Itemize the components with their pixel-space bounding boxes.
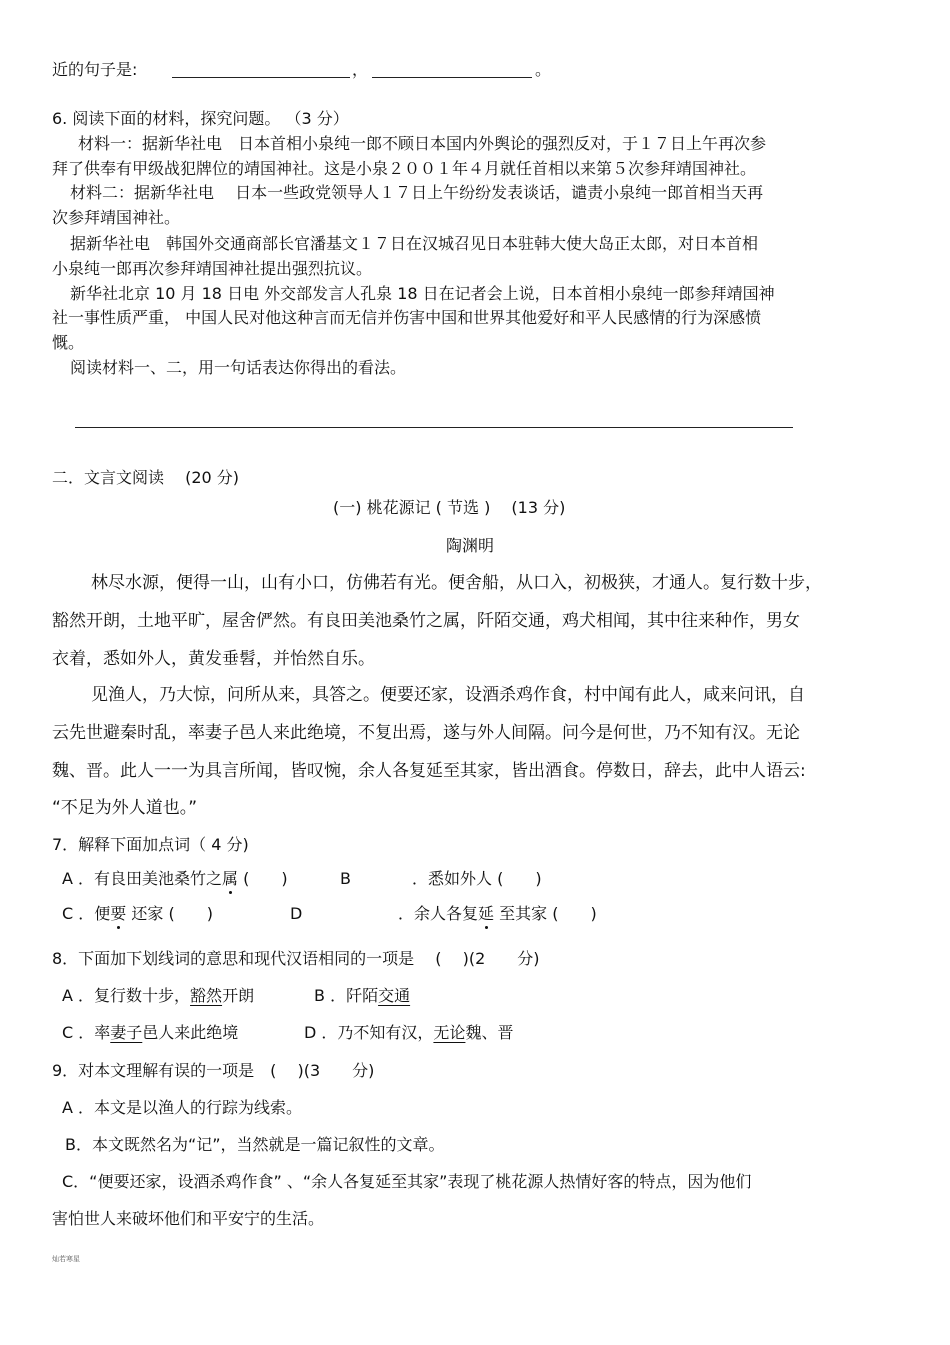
q7-option-d-dotted-word: 延 [478, 904, 495, 923]
q5-answer-blank-2[interactable] [372, 77, 532, 78]
q9-option-c-line-1[interactable]: C．“便要还家，设酒杀鸡作食” 、“余人各复延至其家”表现了桃花源人热情好客的特点，因为他们 [62, 1172, 752, 1191]
q6-answer-line[interactable] [75, 427, 793, 428]
q7-option-d-blank[interactable]: 至其家 ( ) [494, 904, 597, 923]
q7-option-c-dotted-word: 要 [110, 904, 127, 923]
q5-tail-comma: ， [352, 60, 369, 79]
q8-option-b-text: B ．阡陌 [314, 986, 379, 1005]
q7-option-a-blank[interactable]: ( ) [238, 869, 288, 888]
q6-prompt: 阅读材料一、二，用一句话表达你得出的看法。 [70, 358, 407, 377]
q5-tail-end: 。 [535, 60, 552, 79]
q6-material-1-line-1: 材料一：据新华社电 日本首相小泉纯一郎不顾日本国内外舆论的强烈反对，于１７日上午再次参 [78, 134, 767, 153]
q6-material-4-line-3: 慨。 [52, 333, 85, 352]
q9-title: 9．对本文理解有误的一项是 ( )(3 分) [52, 1061, 375, 1080]
q7-option-a-text: A ．有良田美池桑竹之 [62, 869, 223, 888]
q8-option-a-underlined-word: 豁然 [190, 986, 223, 1005]
q7-option-b-text: ．悉如外人 [412, 869, 493, 888]
page-footer-text: 灿若寒星 [52, 1255, 80, 1263]
q8-option-a-text-end: 开朗 [222, 986, 255, 1005]
q7-option-c [62, 906, 213, 922]
q8-option-c-text-end: 邑人来此绝境 [142, 1023, 239, 1042]
q6-material-4-line-1: 新华社北京 10 月 18 日电 外交部发言人孔泉 18 日在记者会上说，日本首相小泉纯一郎参拜靖国神 [70, 284, 775, 303]
q8-option-b[interactable] [314, 988, 410, 1004]
q6-material-3-line-1: 据新华社电 韩国外交通商部长官潘基文１７日在汉城召见日本驻韩大使大岛正太郎，对日本首相 [70, 234, 759, 253]
q8-option-a[interactable] [62, 988, 254, 1004]
q6-material-2-line-2: 次参拜靖国神社。 [52, 208, 181, 227]
q8-option-d-underlined-word: 无论 [433, 1023, 466, 1042]
q9-option-a[interactable]: A ．本文是以渔人的行踪为线索。 [62, 1098, 303, 1117]
q7-option-b-label: B [340, 869, 351, 888]
passage-p2-line-3: 魏、晋。此人一一为具言所闻，皆叹惋，余人各复延至其家，皆出酒食。停数日，辞去，此中人语云: [52, 761, 806, 781]
q7-option-a [62, 871, 288, 887]
q8-option-a-text: A ．复行数十步， [62, 986, 191, 1005]
q6-material-2-line-1: 材料二：据新华社电 日本一些政党领导人１７日上午纷纷发表谈话，谴责小泉纯一郎首相当天再 [70, 183, 764, 202]
q7-option-d-label: D [290, 904, 303, 923]
passage-p2-line-4: “不足为外人道也。” [52, 798, 198, 818]
q7-option-b-blank[interactable]: ( ) [492, 869, 542, 888]
q7-option-c-text: C ．便 [62, 904, 111, 923]
q6-material-3-line-2: 小泉纯一郎再次参拜靖国神社提出强烈抗议。 [52, 259, 373, 278]
passage-p2-line-1: 见渔人，乃大惊，问所从来，具答之。便要还家，设酒杀鸡作食，村中闻有此人，咸来问讯，自 [91, 685, 805, 705]
passage-p1-line-3: 衣着，悉如外人，黄发垂髫，并怡然自乐。 [52, 649, 375, 669]
q9-option-b[interactable]: B．本文既然名为“记”，当然就是一篇记叙性的文章。 [65, 1135, 445, 1154]
q7-option-b [412, 871, 542, 887]
q5-tail-prefix: 近的句子是: [52, 60, 138, 79]
q8-option-c-text: C ．率 [62, 1023, 111, 1042]
q8-option-d[interactable] [304, 1025, 513, 1041]
q7-option-d [398, 906, 597, 922]
passage-p2-line-2: 云先世避秦时乱，率妻子邑人来此绝境，不复出焉，遂与外人间隔。问今是何世，乃不知有汉。无论 [52, 723, 800, 743]
q7-option-a-dotted-word: 属 [222, 869, 239, 888]
q7-option-d-text: ．余人各复 [398, 904, 479, 923]
q8-option-c-underlined-word: 妻子 [110, 1023, 143, 1042]
passage-author: 陶渊明 [446, 536, 495, 555]
passage-p1-line-2: 豁然开朗，土地平旷，屋舍俨然。有良田美池桑竹之属，阡陌交通，鸡犬相闻，其中往来种作，男女 [52, 611, 800, 631]
q7-title: 7．解释下面加点词（ 4 分) [52, 835, 249, 854]
q6-material-1-line-2: 拜了供奉有甲级战犯牌位的靖国神社。这是小泉２００１年４月就任首相以来第５次参拜靖国神社。 [52, 159, 757, 178]
q8-title: 8．下面加下划线词的意思和现代汉语相同的一项是 ( )(2 分) [52, 949, 540, 968]
section-2-heading: 二．文言文阅读 (20 分) [52, 468, 240, 487]
q6-title: 6. 阅读下面的材料，探究问题。 （3 分） [52, 109, 349, 128]
q7-option-c-blank[interactable]: 还家 ( ) [126, 904, 213, 923]
q8-option-d-text-end: 魏、晋 [465, 1023, 514, 1042]
q8-option-d-text: D ．乃不知有汉， [304, 1023, 434, 1042]
q6-material-4-line-2: 社一事性质严重， 中国人民对他这种言而无信并伤害中国和世界其他爱好和平人民感情的行为深感愤 [52, 308, 762, 327]
passage-subtitle: (一) 桃花源记 ( 节选 ) (13 分) [333, 498, 566, 517]
q5-answer-blank-1[interactable] [172, 77, 350, 78]
passage-p1-line-1: 林尽水源，便得一山，山有小口，仿佛若有光。便舍船，从口入，初极狭，才通人。复行数十步， [91, 573, 822, 593]
q8-option-c[interactable] [62, 1025, 238, 1041]
q9-option-c-line-2: 害怕世人来破坏他们和平安宁的生活。 [52, 1209, 325, 1228]
q8-option-b-underlined-word: 交通 [378, 986, 411, 1005]
